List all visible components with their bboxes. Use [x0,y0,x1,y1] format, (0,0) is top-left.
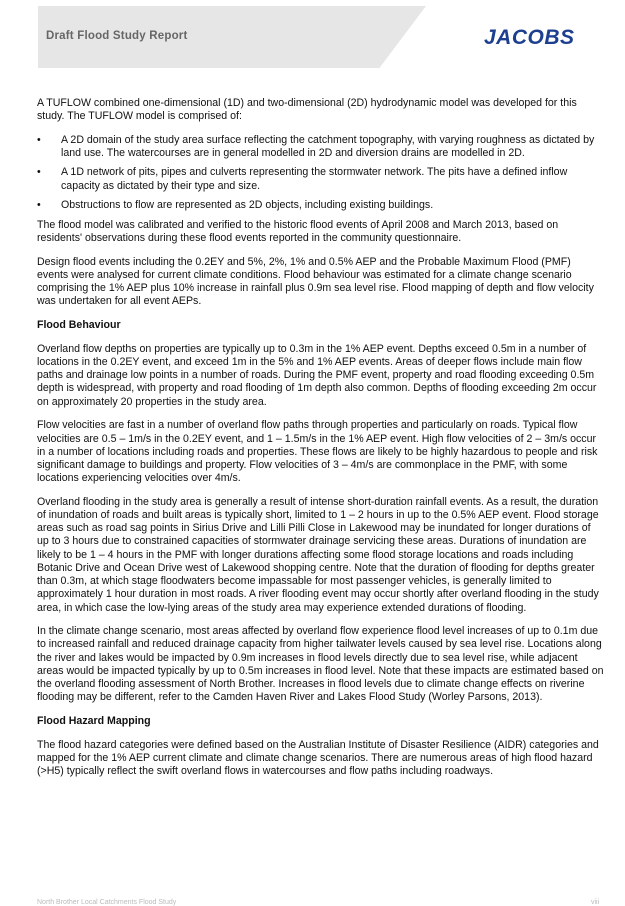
calibration-paragraph: The flood model was calibrated and verified to the historic flood events of April 2008 and March 2013, based on residents' observations during these flood events reported in the community questionnaire. [37,218,559,245]
jacobs-logo: JACOBS [484,26,575,49]
list-item-text: A 2D domain of the study area surface reflecting the catchment topography, with varying roughness as dictated by land use. The watercourses are in general modelled in 2D and diversion drains are modelled in 2D. [61,133,595,160]
overland-flooding-paragraph: Overland flooding in the study area is generally a result of intense short-duration rainfall events. As a result, the duration of inundation of roads and built areas is typically short, limited to 1 – 2 hours in up to the 0.5% AEP event. Flood storage areas such as road sag points in Sirius Drive and Lilli Pilli Close in Lakewood may be inundated for longer durations of up to 3 hours due to constrained capacities of stormwater drainage servicing these areas. Durations of inundation are likely to be 1 – 4 hours in the PMF with longer durations affecting some flood storage locations and roads including Botanic Drive and Ocean Drive west of Lakewood shopping centre. Note that the duration of flooding for depths greater than 0.3m, at which stage floodwaters become impassable for most passenger vehicles, is generally limited to approximately 1 hour duration in most roads. A river flooding event may occur shortly after overland flooding in the study area, in which case the low-lying areas of the study area may experience extended durations of flooding. [37,495,599,614]
flood-hazard-heading: Flood Hazard Mapping [37,714,151,727]
bullet-icon: • [37,198,41,211]
report-title: Draft Flood Study Report [46,30,188,42]
footer-document-title: North Brother Local Catchments Flood Study [37,899,177,906]
intro-paragraph: A TUFLOW combined one-dimensional (1D) and two-dimensional (2D) hydrodynamic model was developed for this study. The TUFLOW model is comprised of: [37,97,577,123]
design-events-paragraph: Design flood events including the 0.2EY and 5%, 2%, 1% and 0.5% AEP and the Probable Maximum Flood (PMF) events were analysed for current climate conditions. Flood behaviour was estimated for a climate change scenario comprising the 1% AEP plus 10% increase in rainfall plus 0.9m sea level rise. Flood mapping of depth and flow velocity was undertaken for all event AEPs. [37,255,594,308]
report-body [37,97,604,789]
list-item [37,134,604,160]
climate-change-paragraph: In the climate change scenario, most areas affected by overland flow experience flood level increases of up to 0.1m due to increased rainfall and reduced drainage capacity from higher tailwater levels caused by sea level rise. Locations along the river and lakes would be impacted by 0.9m increases in flood levels directly due to sea level rise, while adjacent areas would be impacted typically by up to 0.5m increases in flood level. Note that these impacts are estimated based on the overland flooding assessment of North Brother. Increases in flood levels due to climate change effects on riverine flooding may be different, refer to the Camden Haven River and Lakes Flood Study (Worley Parsons, 2013). [37,625,604,704]
flood-behaviour-heading: Flood Behaviour [37,319,121,332]
bullet-icon: • [37,166,41,179]
list-item-text: Obstructions to flow are represented as 2D objects, including existing buildings. [61,198,434,211]
bullet-icon: • [37,133,41,146]
flow-velocities-paragraph: Flow velocities are fast in a number of overland flow paths through properties and particularly on roads. Typical flow velocities are 0.5 – 1m/s in the 0.2EY event, and 1 – 1.5m/s in the 1% AEP event. High flow velocities of 2 – 3m/s occur in a number of locations including roads and properties. These flows are likely to be highly hazardous to people and risk significant damage to buildings and property. Flow velocities of 3 – 4m/s are commonplace in the PMF, with some locations experiencing velocities over 4m/s. [37,419,598,485]
list-item [37,166,604,192]
footer-page-number: viii [591,899,600,906]
flow-depths-paragraph: Overland flow depths on properties are typically up to 0.3m in the 1% AEP event. Depths exceed 0.5m in a number of locations in the 0.2EY event, and exceed 1m in the 5% and 1% AEP events. Areas of deeper flows include main flow paths and drainage low points in a number of roads. During the PMF event, property and road flooding exceeding 0.5m depth is widespread, with property and road flooding of 1m depth also common. Depths of flooding exceeding 2m occur on approximately 20 properties in the study area. [37,342,597,408]
list-item-text: A 1D network of pits, pipes and culverts representing the stormwater network. The pits have a defined inflow capacity as dictated by their type and size. [61,166,568,192]
flood-hazard-paragraph: The flood hazard categories were defined based on the Australian Institute of Disaster Resilience (AIDR) categories and mapped for the 1% AEP current climate and climate change scenarios. There are numerous areas of high flood hazard (>H5) typically reflect the swift overland flows in watercourses and flow paths including roadways. [37,738,599,778]
list-item [37,199,604,212]
model-components-list [37,134,604,212]
